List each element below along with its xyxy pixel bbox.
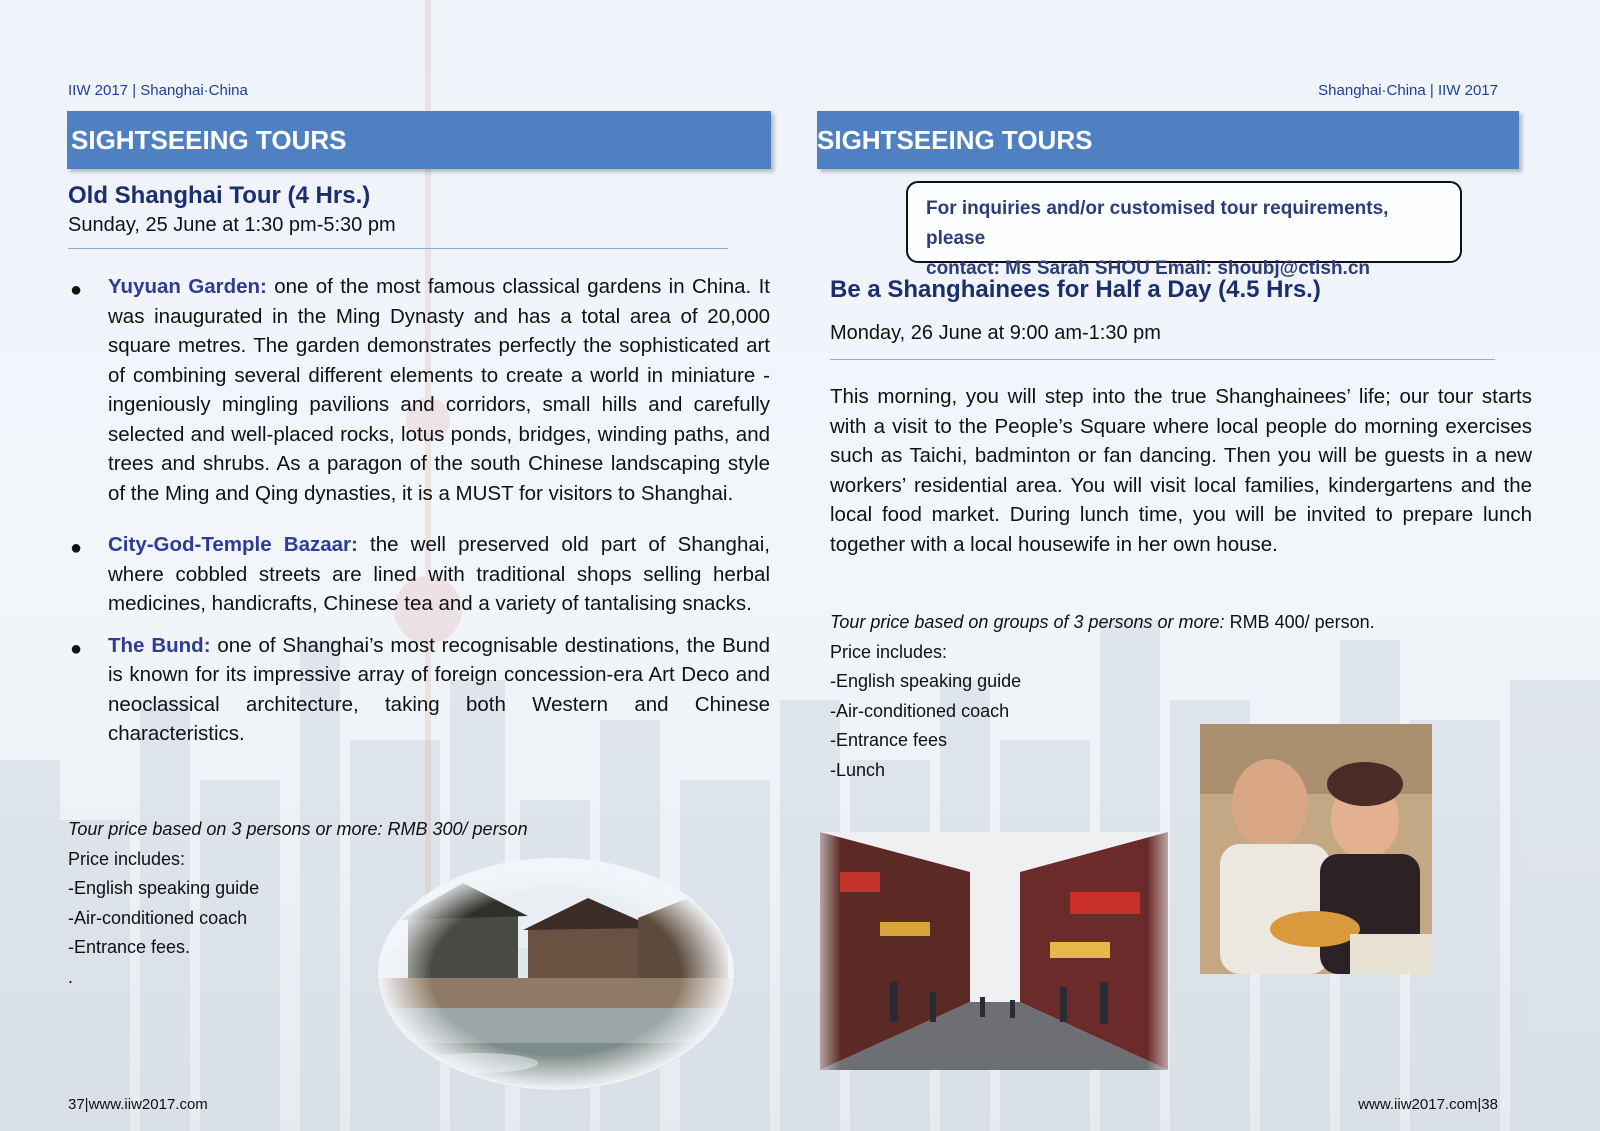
contact-email-link[interactable]: shoubj@ctish.cn xyxy=(1217,258,1370,279)
attraction-text: the well preserved old part of Shanghai, where cobbled streets are lined with traditional shops selling herbal medicines, handicrafts, Chinese tea and a variety of tantalising snacks. xyxy=(108,533,770,615)
price-line: Tour price based on 3 persons or more: RMB 300/ person xyxy=(68,819,528,839)
tour-description: This morning, you will step into the true Shanghainees’ life; our tour starts with a visit to the People’s Square where local people do morning exercises such as Taichi, badminton or fan dancing. Then you will be guests in a new workers’ residential area. You will visit local families, kindergartens and the local food market. During lunch time, you will be invited to prepare lunch together with a local housewife in her own house. xyxy=(830,385,1532,556)
attraction-term: Yuyuan Garden: xyxy=(108,275,267,298)
bullet-icon: ● xyxy=(70,279,83,301)
divider-left xyxy=(68,248,728,249)
bullet-icon: ● xyxy=(70,637,83,660)
divider-right xyxy=(830,359,1495,360)
price-item: -Lunch xyxy=(830,759,886,780)
contact-box xyxy=(906,181,1462,279)
contact-prefix: contact: Ms Sarah SHOU Email: xyxy=(926,258,1218,279)
price-line-rest: RMB 400/ person. xyxy=(1224,612,1375,632)
price-item: -English speaking guide xyxy=(68,878,260,898)
footer-right: www.iiw2017.com|38 xyxy=(1358,1096,1498,1113)
section-banner-right: SIGHTSEEING TOURS xyxy=(817,111,1519,169)
list-item xyxy=(68,530,770,619)
attraction-text: one of the most famous classical gardens in China. It was inaugurated in the Ming Dynasty and has a total area of 20,000 square metres. The garden demonstrates perfectly the sophisticated art of combining several different elements to create a world in miniature - ingeniously mingling pavilions and corridors, small hills and carefully selected and well-placed rocks, lotus ponds, bridges, winding paths, and trees and shrubs. As a paragon of the south Chinese landscaping style of the Ming and Qing dynasties, it is a MUST for visitors to Shanghai. xyxy=(108,275,770,505)
price-item: -Entrance fees xyxy=(830,730,948,750)
price-includes-label: Price includes: xyxy=(68,848,186,869)
price-item: . xyxy=(68,966,74,987)
list-item xyxy=(68,272,770,508)
footer-left: 37|www.iiw2017.com xyxy=(68,1096,208,1113)
price-line-italic: Tour price based on groups of 3 persons or more: xyxy=(830,612,1225,632)
price-item: -English speaking guide xyxy=(830,671,1022,691)
attraction-term: The Bund: xyxy=(108,633,211,657)
cooking-photo xyxy=(1200,724,1432,974)
price-includes-label: Price includes: xyxy=(830,641,948,662)
tour-title-right: Be a Shanghainees for Half a Day (4.5 Hrs.) xyxy=(830,276,1321,303)
attraction-term: City-God-Temple Bazaar: xyxy=(108,533,358,556)
tour-date-left: Sunday, 25 June at 1:30 pm-5:30 pm xyxy=(68,214,396,236)
tour-title-left: Old Shanghai Tour (4 Hrs.) xyxy=(68,182,371,209)
running-head-left: IIW 2017 | Shanghai·China xyxy=(68,82,248,99)
list-item xyxy=(68,631,770,749)
price-item: -Air-conditioned coach xyxy=(830,700,1010,721)
garden-photo xyxy=(378,858,734,1090)
price-line xyxy=(830,608,1375,638)
contact-line: For inquiries and/or customised tour requirements, please xyxy=(926,198,1389,249)
section-banner-left: SIGHTSEEING TOURS xyxy=(67,111,771,169)
attraction-text: one of Shanghai’s most recognisable destinations, the Bund is known for its impressive array of foreign concession-era Art Deco and neoclassical architecture, taking both Western and Chinese characteristics. xyxy=(108,633,770,745)
old-street-photo xyxy=(820,832,1168,1070)
attraction-list xyxy=(68,272,770,771)
running-head-right: Shanghai·China | IIW 2017 xyxy=(1318,82,1498,99)
right-page xyxy=(800,0,1600,1131)
bullet-icon: ● xyxy=(70,537,83,559)
tour-date-right: Monday, 26 June at 9:00 am-1:30 pm xyxy=(830,322,1161,344)
price-item: -Air-conditioned coach xyxy=(68,907,248,928)
price-item: -Entrance fees. xyxy=(68,937,191,957)
